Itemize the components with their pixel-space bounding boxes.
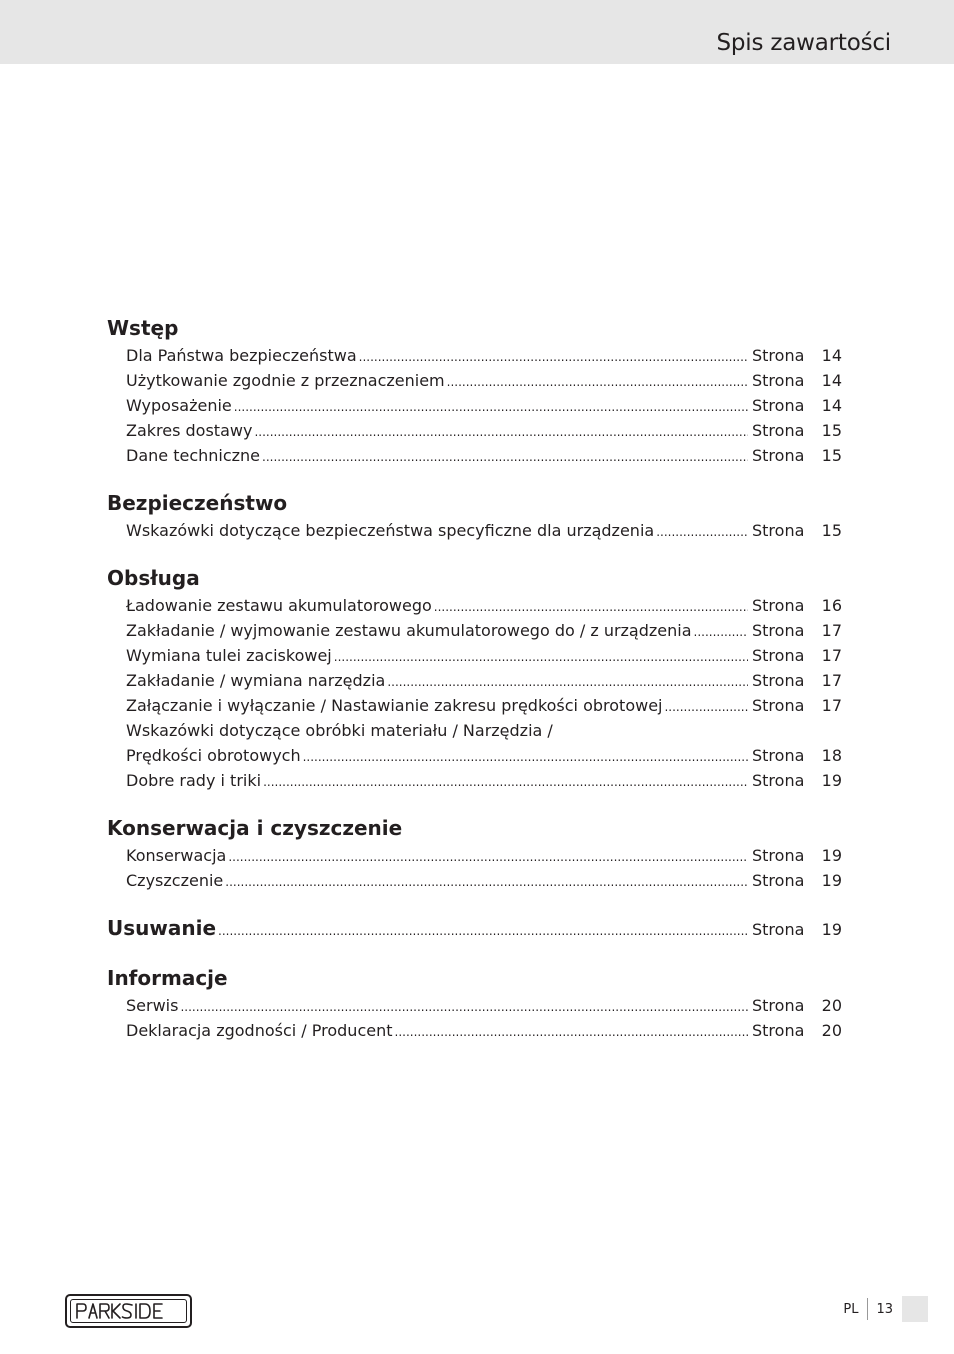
toc-entry-page: 14	[821, 396, 842, 415]
toc-entry-strona: Strona	[752, 446, 805, 465]
toc-entry-page: 20	[821, 996, 842, 1015]
dot-leader	[664, 693, 748, 720]
toc-section-konserwacja	[107, 814, 842, 893]
toc-entry-strona: Strona	[752, 396, 805, 415]
toc-entry-strona: Strona	[752, 996, 805, 1015]
toc-section-bezpieczenstwo	[107, 489, 842, 543]
toc-entry-page: 15	[821, 446, 842, 465]
toc-entry-label: Dane techniczne	[126, 446, 261, 465]
toc-entry-page: 15	[821, 421, 842, 440]
toc-entry-label: Konserwacja	[126, 846, 227, 865]
dot-leader	[694, 618, 748, 645]
toc-entry-strona: Strona	[752, 920, 805, 939]
toc-entry-page: 17	[821, 671, 842, 690]
page-number: 13	[876, 1301, 893, 1317]
toc-entry-label: Zakres dostawy	[126, 421, 253, 440]
toc-entry-label: Załączanie i wyłączanie / Nastawianie zakresu prędkości obrotowej	[126, 696, 663, 715]
dot-leader	[225, 868, 748, 895]
toc-entry-label: Wymiana tulei zaciskowej	[126, 646, 332, 665]
toc-entry-page: 14	[821, 371, 842, 390]
toc-entry-strona: Strona	[752, 696, 805, 715]
toc-entry[interactable]	[107, 668, 842, 693]
dot-leader	[254, 418, 748, 445]
toc-entry[interactable]	[107, 868, 842, 893]
toc-entry[interactable]	[107, 518, 842, 543]
footer-tab	[902, 1296, 928, 1322]
toc-entry-page: 14	[821, 346, 842, 365]
dot-leader	[395, 1018, 749, 1045]
toc-entry[interactable]	[107, 843, 842, 868]
dot-leader	[387, 668, 748, 695]
toc-entry-continued[interactable]	[107, 718, 842, 743]
toc-entry-strona: Strona	[752, 621, 805, 640]
toc-entry-page: 19	[821, 920, 842, 939]
section-title: Wstęp	[107, 316, 179, 340]
section-title: Informacje	[107, 966, 228, 990]
dot-leader	[263, 768, 748, 795]
table-of-contents	[107, 314, 842, 1064]
toc-entry-page: 17	[821, 621, 842, 640]
dot-leader	[234, 393, 748, 420]
toc-entry-page: 19	[821, 871, 842, 890]
toc-entry-label: Serwis	[126, 996, 179, 1015]
section-title: Bezpieczeństwo	[107, 491, 288, 515]
header-bar	[0, 0, 954, 64]
toc-entry[interactable]	[107, 768, 842, 793]
toc-section-informacje	[107, 964, 842, 1043]
page-footer	[843, 1296, 928, 1322]
toc-entry-label: Ładowanie zestawu akumulatorowego	[126, 596, 432, 615]
dot-leader	[180, 993, 748, 1020]
toc-entry-page: 20	[821, 1021, 842, 1040]
toc-section-obsluga	[107, 564, 842, 793]
dot-leader	[434, 593, 748, 620]
parkside-logo	[65, 1294, 192, 1328]
toc-entry[interactable]	[107, 343, 842, 368]
toc-entry[interactable]	[107, 993, 842, 1018]
language-code: PL	[843, 1301, 859, 1317]
toc-entry[interactable]	[107, 643, 842, 668]
toc-entry-strona: Strona	[752, 671, 805, 690]
toc-entry-strona: Strona	[752, 746, 805, 765]
toc-entry[interactable]	[107, 743, 842, 768]
toc-entry-page: 18	[821, 746, 842, 765]
toc-entry[interactable]	[107, 393, 842, 418]
toc-entry-strona: Strona	[752, 421, 805, 440]
toc-entry[interactable]	[107, 368, 842, 393]
toc-entry[interactable]	[107, 618, 842, 643]
toc-entry[interactable]	[107, 693, 842, 718]
toc-entry-strona: Strona	[752, 1021, 805, 1040]
toc-entry-label: Deklaracja zgodności / Producent	[126, 1021, 393, 1040]
toc-entry-strona: Strona	[752, 771, 805, 790]
logo-wordmark	[67, 1296, 190, 1326]
toc-entry[interactable]	[107, 593, 842, 618]
toc-entry-strona: Strona	[752, 371, 805, 390]
toc-entry-page: 16	[821, 596, 842, 615]
toc-entry-label: Wskazówki dotyczące obróbki materiału / Narzędzia /	[126, 721, 553, 740]
toc-entry-label: Dla Państwa bezpieczeństwa	[126, 346, 357, 365]
toc-section-wstep	[107, 314, 842, 468]
toc-entry-page: 19	[821, 846, 842, 865]
dot-leader	[228, 843, 748, 870]
toc-entry-page: 19	[821, 771, 842, 790]
toc-entry[interactable]	[107, 418, 842, 443]
toc-entry-label: Wyposażenie	[126, 396, 232, 415]
dot-leader	[359, 343, 748, 370]
toc-entry-label: Użytkowanie zgodnie z przeznaczeniem	[126, 371, 445, 390]
toc-entry-strona: Strona	[752, 871, 805, 890]
toc-entry-strona: Strona	[752, 596, 805, 615]
toc-entry-usuwanie[interactable]	[107, 914, 842, 943]
toc-entry-strona: Strona	[752, 521, 805, 540]
toc-entry[interactable]	[107, 443, 842, 468]
dot-leader	[334, 643, 748, 670]
page-title: Spis zawartości	[716, 30, 891, 56]
toc-entry-page: 17	[821, 696, 842, 715]
toc-section-usuwanie	[107, 914, 842, 943]
toc-entry-label: Prędkości obrotowych	[126, 746, 301, 765]
section-title: Usuwanie	[107, 916, 217, 940]
toc-entry-label: Wskazówki dotyczące bezpieczeństwa specyficzne dla urządzenia	[126, 521, 655, 540]
toc-entry-page: 17	[821, 646, 842, 665]
toc-entry-label: Czyszczenie	[126, 871, 224, 890]
toc-entry-strona: Strona	[752, 346, 805, 365]
section-title: Konserwacja i czyszczenie	[107, 816, 403, 840]
dot-leader	[447, 368, 748, 395]
toc-entry[interactable]	[107, 1018, 842, 1043]
toc-entry-label: Dobre rady i triki	[126, 771, 262, 790]
dot-leader	[218, 915, 748, 946]
toc-entry-label: Zakładanie / wyjmowanie zestawu akumulatorowego do / z urządzenia	[126, 621, 692, 640]
toc-entry-label: Zakładanie / wymiana narzędzia	[126, 671, 386, 690]
toc-entry-page: 15	[821, 521, 842, 540]
dot-leader	[262, 443, 748, 470]
dot-leader	[303, 743, 748, 770]
dot-leader	[656, 518, 748, 545]
toc-entry-strona: Strona	[752, 846, 805, 865]
toc-entry-strona: Strona	[752, 646, 805, 665]
section-title: Obsługa	[107, 566, 200, 590]
